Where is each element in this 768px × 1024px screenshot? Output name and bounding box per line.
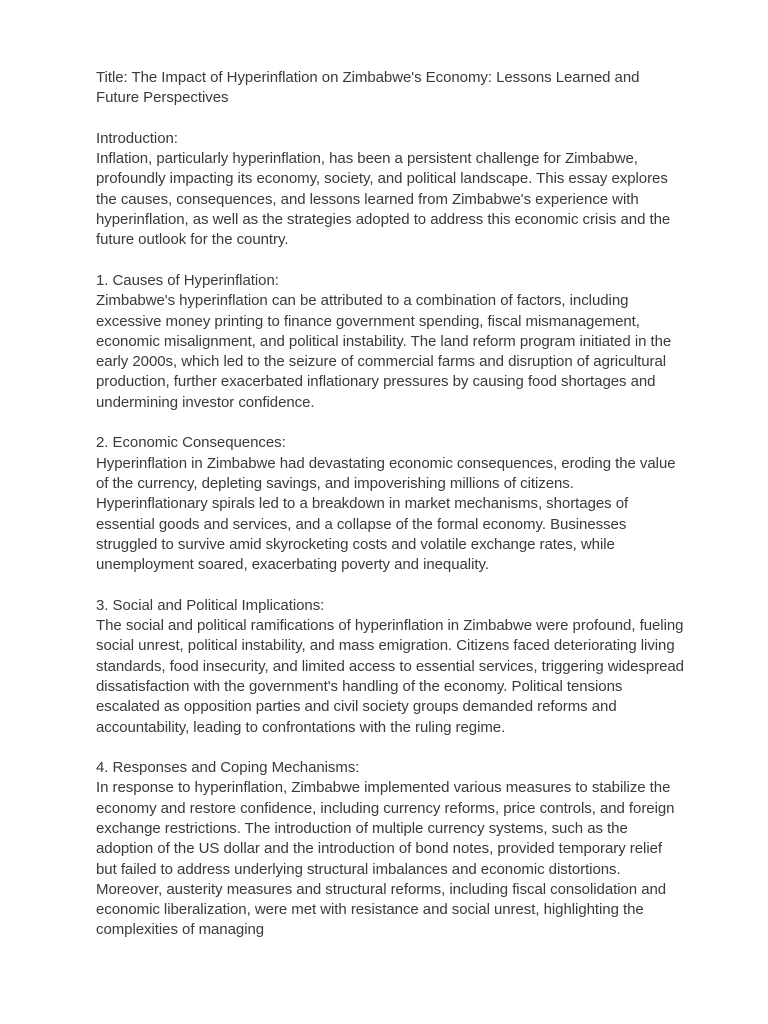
section-paragraph: In response to hyperinflation, Zimbabwe implemented various measures to stabilize the economy and restore confidence, including currency reforms, price controls, and foreign exchange restrictions. The introduction of multiple currency systems, such as the adoption of the US dollar and the introduction of bond notes, provided temporary relief but failed to address underlying structural imbalances and economic distortions. Moreover, austerity measures and structural reforms, including fiscal consolidation and economic liberalization, were met with resistance and social unrest, highlighting the complexities of managing <box>96 779 675 939</box>
section-paragraph: Zimbabwe's hyperinflation can be attributed to a combination of factors, including excessive money printing to finance government spending, fiscal mismanagement, economic misalignment, and political instability. The land reform program initiated in the early 2000s, which led to the seizure of commercial farms and disruption of agricultural production, further exacerbated inflationary pressures by causing food shortages and undermining investor confidence. <box>96 292 672 411</box>
document-body <box>96 68 686 961</box>
section-heading: Introduction: <box>96 129 178 147</box>
section-paragraph: The social and political ramifications of hyperinflation in Zimbabwe were profound, fueling social unrest, political instability, and mass emigration. Citizens faced deteriorating living standards, food insecurity, and limited access to essential services, triggering widespread dissatisfaction with the government's handling of the economy. Political tensions escalated as opposition parties and civil society groups demanded reforms and accountability, leading to confrontations with the ruling regime. <box>96 617 684 736</box>
section-paragraph: Inflation, particularly hyperinflation, has been a persistent challenge for Zimbabwe, profoundly impacting its economy, society, and political landscape. This essay explores the causes, consequences, and lessons learned from Zimbabwe's experience with hyperinflation, as well as the strategies adopted to address this economic crisis and the future outlook for the country. <box>96 150 671 249</box>
section-economic-consequences <box>96 433 686 575</box>
section-heading: 3. Social and Political Implications: <box>96 596 325 614</box>
section-introduction <box>96 129 686 251</box>
section-heading: 4. Responses and Coping Mechanisms: <box>96 759 360 777</box>
section-heading: 2. Economic Consequences: <box>96 434 286 452</box>
section-social-political <box>96 596 686 738</box>
section-responses <box>96 758 686 941</box>
section-paragraph: Hyperinflation in Zimbabwe had devastating economic consequences, eroding the value of the currency, depleting savings, and impoverishing millions of citizens. Hyperinflationary spirals led to a breakdown in market mechanisms, shortages of essential goods and services, and a collapse of the formal economy. Businesses struggled to survive amid skyrocketing costs and volatile exchange rates, while unemployment soared, exacerbating poverty and inequality. <box>96 454 676 574</box>
section-causes <box>96 271 686 413</box>
section-heading: 1. Causes of Hyperinflation: <box>96 271 279 289</box>
document-title: Title: The Impact of Hyperinflation on Zimbabwe's Economy: Lessons Learned and Future Perspectives <box>96 69 640 107</box>
